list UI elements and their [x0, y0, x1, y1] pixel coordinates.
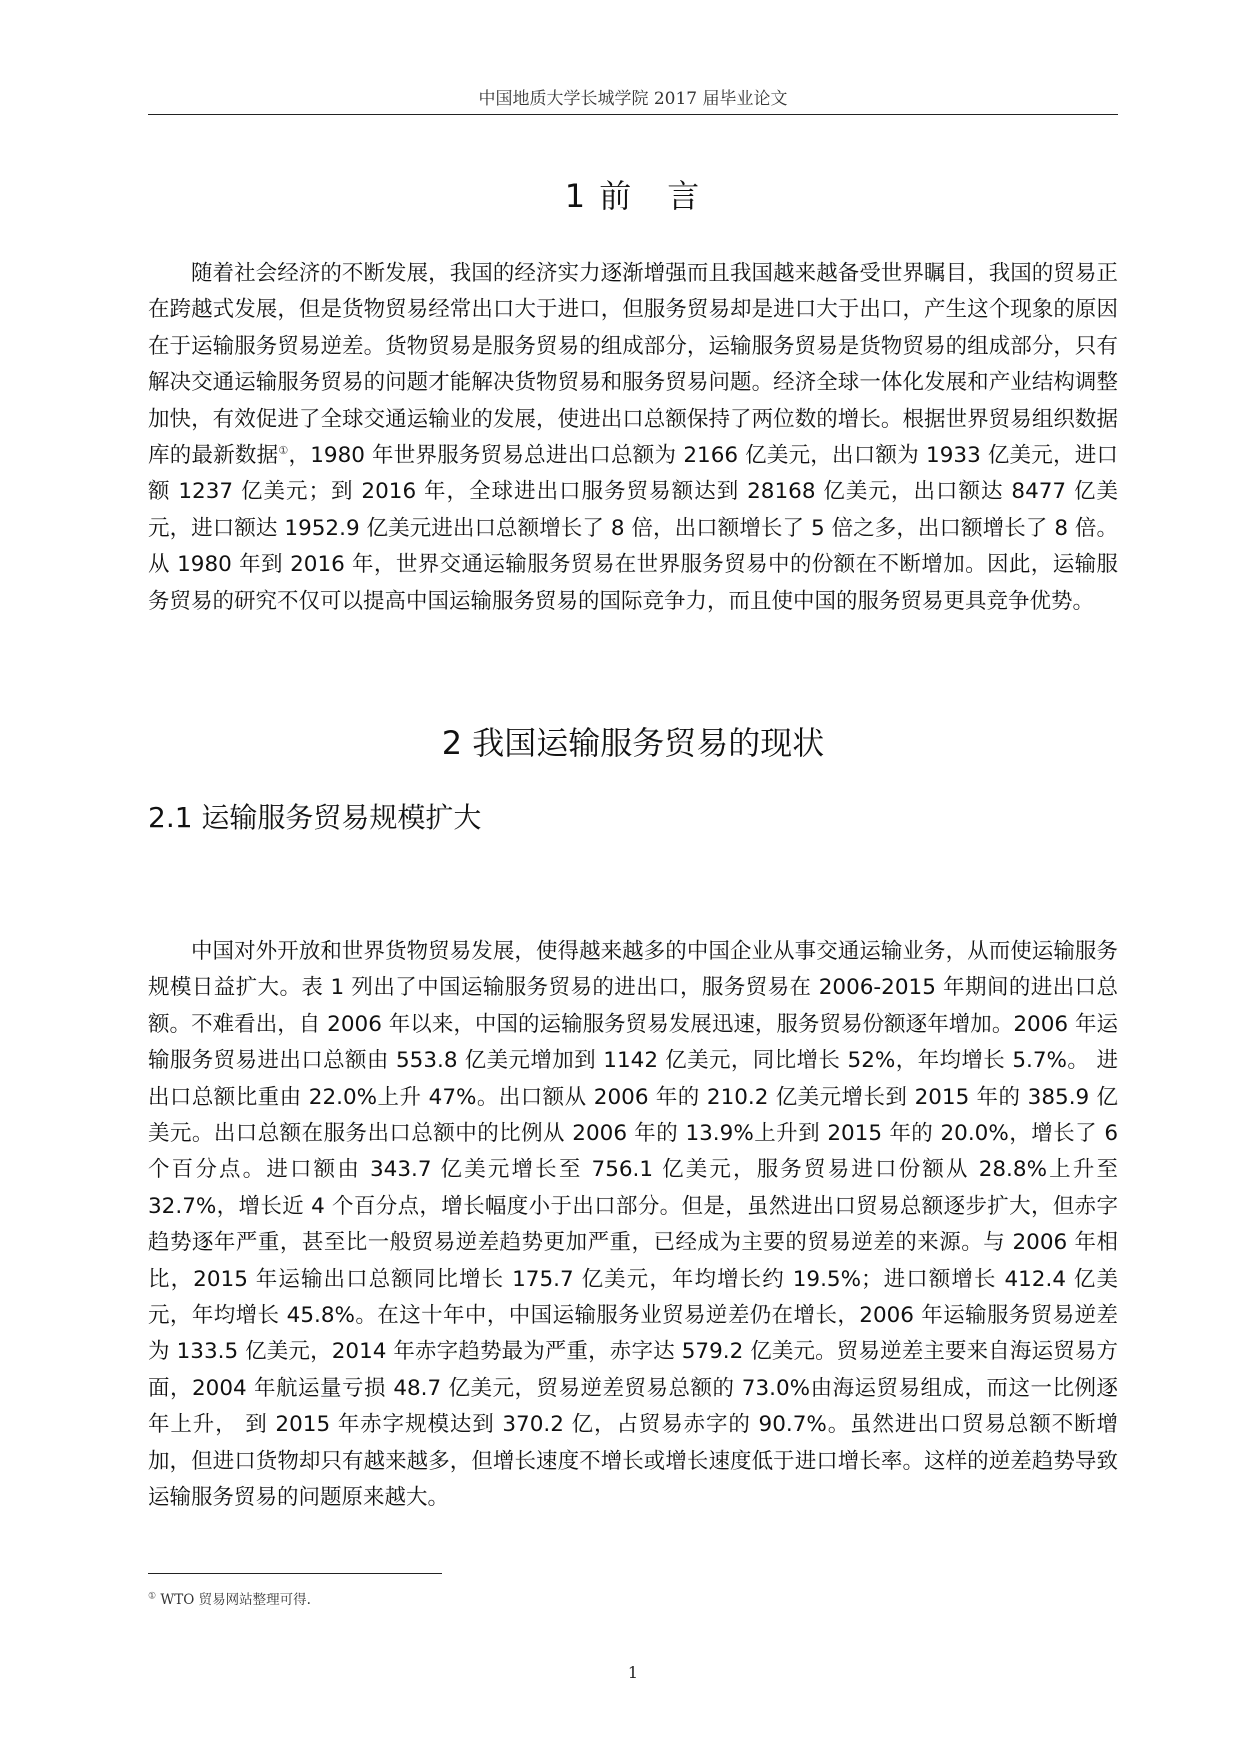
header-rule [148, 114, 1118, 115]
footnote-text: WTO 贸易网站整理可得. [156, 1592, 311, 1608]
preface-paragraph [148, 256, 1118, 620]
running-header: 中国地质大学长城学院 2017 届毕业论文 [478, 89, 788, 109]
preface-text-part1: 随着社会经济的不断发展，我国的经济实力逐渐增强而且我国越来越备受世界瞩目，我国的贸易正在跨越式发展，但是货物贸易经常出口大于进口，但服务贸易却是进口大于出口，产生这个现象的原因在于运输服务贸易逆差。货物贸易是服务贸易的组成部分，运输服务贸易是货物贸易的组成部分，只有解决交通运输服务贸易的问题才能解决货物贸易和服务贸易问题。经济全球一体化发展和产业结构调整加快，有效促进了全球交通运输业的发展，使进出口总额保持了两位数的增长。根据世界贸易组织数据库的最新数据 [148, 261, 1118, 469]
section-2-1-heading: 2.1 运输服务贸易规模扩大 [148, 801, 482, 834]
footnote-mark: ① [148, 1591, 157, 1602]
section-2-1-paragraph: 中国对外开放和世界货物贸易发展，使得越来越多的中国企业从事交通运输业务，从而使运输服务规模日益扩大。表 1 列出了中国运输服务贸易的进出口，服务贸易在 2006-2015 年期间的进出口总额。不难看出，自 2006 年以来，中国的运输服务贸易发展迅速，服务贸易份额逐年增加。2006 年运输服务贸易进出口总额由 553.8 亿美元增加到 1142 亿美元，同比增长 52%，年均增长 5.7%。 进出口总额比重由 22.0%上升 47%。出口额从 2006 年的 210.2 亿美元增长到 2015 年的 385.9 亿美元。出口总额在服务出口总额中的比例从 2006 年的 13.9%上升到 2015 年的 20.0%，增长了 6 个百分点。进口额由 343.7 亿美元增长至 756.1 亿美元，服务贸易进口份额从 28.8%上升至 32.7%，增长近 4 个百分点，增长幅度小于出口部分。但是，虽然进出口贸易总额逐步扩大，但赤字趋势逐年严重，甚至比一般贸易逆差趋势更加严重，已经成为主要的贸易逆差的来源。与 2006 年相比，2015 年运输出口总额同比增长 175.7 亿美元，年均增长约 19.5%；进口额增长 412.4 亿美元，年均增长 45.8%。在这十年中，中国运输服务业贸易逆差仍在增长，2006 年运输服务贸易逆差为 133.5 亿美元，2014 年赤字趋势最为严重，赤字达 579.2 亿美元。贸易逆差主要来自海运贸易方面，2004 年航运量亏损 48.7 亿美元，贸易逆差贸易总额的 73.0%由海运贸易组成，而这一比例逐年上升， 到 2015 年赤字规模达到 370.2 亿，占贸易赤字的 90.7%。虽然进出口贸易总额不断增加，但进口货物却只有越来越多，但增长速度不增长或增长速度低于进口增长率。这样的逆差趋势导致运输服务贸易的问题原来越大。 [148, 939, 1118, 1511]
footnote-reference[interactable]: ① [278, 443, 289, 457]
page-number: 1 [627, 1663, 639, 1682]
preface-heading: 1 前 言 [564, 177, 702, 215]
footnote-separator [148, 1573, 442, 1574]
preface-text-part2: ，1980 年世界服务贸易总进出口总额为 2166 亿美元，出口额为 1933 亿美元，进口额 1237 亿美元；到 2016 年，全球进出口服务贸易额达到 28168 亿美元，出口额达 8477 亿美元，进口额达 1952.9 亿美元进出口总额增长了 8 倍，出口额增长了 5 倍之多，出口额增长了 8 倍。从 1980 年到 2016 年，世界交通运输服务贸易在世界服务贸易中的份额在不断增加。因此，运输服务贸易的研究不仅可以提高中国运输服务贸易的国际竞争力，而且使中国的服务贸易更具竞争优势。 [148, 443, 1118, 614]
footnote [148, 1588, 1118, 1608]
chapter-2-heading: 2 我国运输服务贸易的现状 [441, 724, 825, 762]
